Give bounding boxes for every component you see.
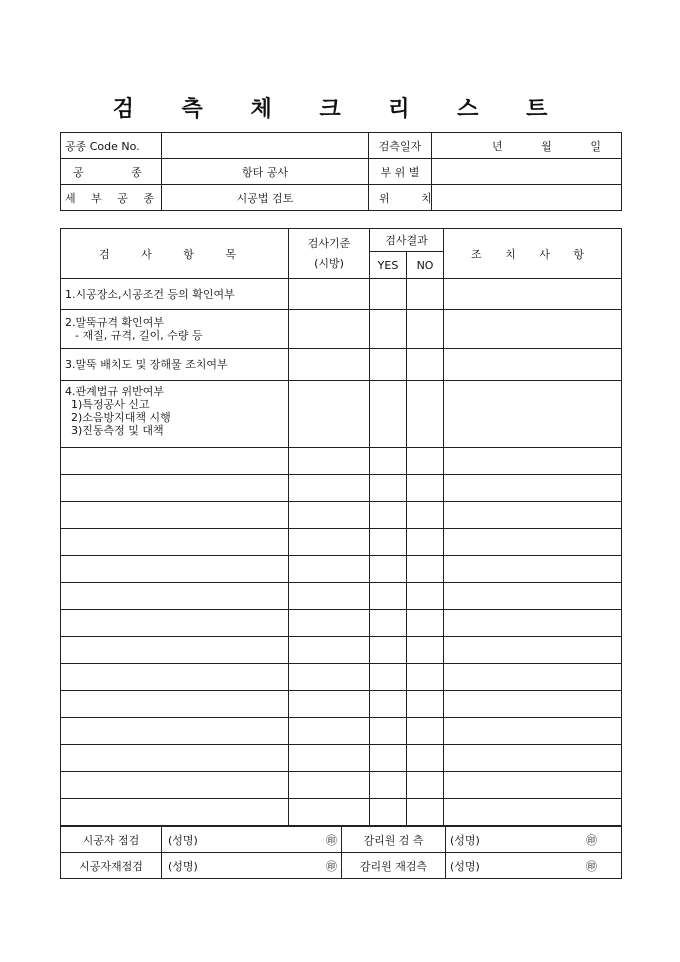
criteria-cell[interactable]	[289, 556, 370, 583]
empty-row	[61, 502, 622, 529]
check-item-line: 2.말뚝규격 확인여부	[65, 316, 164, 329]
yes-cell[interactable]	[370, 502, 407, 529]
yes-cell[interactable]	[370, 637, 407, 664]
action-cell[interactable]	[444, 279, 622, 310]
action-cell[interactable]	[444, 718, 622, 745]
empty-row	[61, 799, 622, 826]
no-cell[interactable]	[407, 664, 444, 691]
empty-row	[61, 691, 622, 718]
action-cell[interactable]	[444, 381, 622, 448]
name-hint: (성명)	[450, 833, 480, 847]
header-no: NO	[407, 252, 444, 279]
criteria-cell[interactable]	[289, 502, 370, 529]
criteria-cell[interactable]	[289, 799, 370, 826]
empty-row	[61, 718, 622, 745]
no-cell[interactable]	[407, 349, 444, 381]
code-label: 공종 Code No.	[61, 133, 162, 159]
empty-row	[61, 772, 622, 799]
location-value[interactable]	[432, 185, 622, 211]
no-cell[interactable]	[407, 279, 444, 310]
action-cell[interactable]	[444, 799, 622, 826]
contractor-recheck-label: 시공자재점검	[61, 853, 162, 879]
check-item[interactable]	[61, 583, 289, 610]
table-row	[61, 279, 622, 310]
action-cell[interactable]	[444, 475, 622, 502]
check-item-subline: 3)진동측정 및 대책	[71, 424, 164, 437]
criteria-cell[interactable]	[289, 310, 370, 349]
criteria-cell[interactable]	[289, 381, 370, 448]
supervisor-check-label: 감리원 검 측	[342, 827, 446, 853]
contractor-recheck-name[interactable]	[162, 853, 342, 879]
check-item	[61, 349, 289, 381]
yes-cell[interactable]	[370, 610, 407, 637]
no-cell[interactable]	[407, 718, 444, 745]
criteria-cell[interactable]	[289, 349, 370, 381]
no-cell[interactable]	[407, 556, 444, 583]
check-item-subline: - 재질, 규격, 길이, 수량 등	[75, 329, 203, 342]
work-value[interactable]: 항타 공사	[162, 159, 369, 185]
check-item[interactable]	[61, 529, 289, 556]
supervisor-recheck-label: 감리원 재검측	[342, 853, 446, 879]
criteria-cell[interactable]	[289, 475, 370, 502]
table-row	[61, 349, 622, 381]
action-cell[interactable]	[444, 664, 622, 691]
empty-row	[61, 637, 622, 664]
part-label: 부 위 별	[369, 159, 432, 185]
name-hint: (성명)	[168, 833, 198, 847]
check-item[interactable]	[61, 799, 289, 826]
check-item[interactable]	[61, 772, 289, 799]
date-day: 일	[590, 139, 601, 153]
date-value[interactable]	[432, 133, 622, 159]
check-item	[61, 381, 289, 448]
check-item	[61, 310, 289, 349]
action-cell[interactable]	[444, 529, 622, 556]
date-label: 검측일자	[369, 133, 432, 159]
supervisor-check-name[interactable]	[446, 827, 622, 853]
name-hint: (성명)	[450, 859, 480, 873]
criteria-cell[interactable]	[289, 718, 370, 745]
yes-cell[interactable]	[370, 310, 407, 349]
action-cell[interactable]	[444, 637, 622, 664]
work-label: 공 종	[61, 159, 162, 185]
criteria-cell[interactable]	[289, 772, 370, 799]
criteria-cell[interactable]	[289, 745, 370, 772]
check-item-subline: 2)소음방지대책 시행	[71, 411, 171, 424]
contractor-check-label: 시공자 점검	[61, 827, 162, 853]
no-cell[interactable]	[407, 745, 444, 772]
criteria-cell[interactable]	[289, 610, 370, 637]
detail-label: 세 부 공 종	[61, 185, 162, 211]
check-item-subline: 1)특정공사 신고	[71, 398, 150, 411]
signoff-table	[60, 826, 622, 879]
check-item-line: 3.말뚝 배치도 및 장해물 조치여부	[65, 358, 228, 371]
seal-mark: ㊞	[326, 859, 337, 873]
no-cell[interactable]	[407, 772, 444, 799]
header-items: 검 사 항 목	[61, 229, 289, 279]
yes-cell[interactable]	[370, 772, 407, 799]
header-criteria-line1: 검사기준	[307, 236, 351, 250]
table-row	[61, 381, 622, 448]
yes-cell[interactable]	[370, 718, 407, 745]
check-item[interactable]	[61, 502, 289, 529]
yes-cell[interactable]	[370, 529, 407, 556]
no-cell[interactable]	[407, 381, 444, 448]
page-title: 검 측 체 크 리 스 트	[112, 96, 568, 122]
check-item-line: 4.관계법규 위반여부	[65, 385, 164, 398]
info-table	[60, 132, 622, 211]
yes-cell[interactable]	[370, 745, 407, 772]
no-cell[interactable]	[407, 448, 444, 475]
checklist-table	[60, 228, 622, 826]
check-item[interactable]	[61, 745, 289, 772]
empty-row	[61, 610, 622, 637]
check-item	[61, 279, 289, 310]
action-cell[interactable]	[444, 772, 622, 799]
check-item[interactable]	[61, 475, 289, 502]
check-item[interactable]	[61, 448, 289, 475]
empty-row	[61, 664, 622, 691]
criteria-cell[interactable]	[289, 691, 370, 718]
action-cell[interactable]	[444, 691, 622, 718]
contractor-check-name[interactable]	[162, 827, 342, 853]
no-cell[interactable]	[407, 475, 444, 502]
no-cell[interactable]	[407, 637, 444, 664]
check-item[interactable]	[61, 556, 289, 583]
criteria-cell[interactable]	[289, 664, 370, 691]
action-cell[interactable]	[444, 583, 622, 610]
action-cell[interactable]	[444, 610, 622, 637]
yes-cell[interactable]	[370, 448, 407, 475]
criteria-cell[interactable]	[289, 279, 370, 310]
code-value[interactable]	[162, 133, 369, 159]
action-cell[interactable]	[444, 556, 622, 583]
no-cell[interactable]	[407, 691, 444, 718]
empty-row	[61, 475, 622, 502]
yes-cell[interactable]	[370, 799, 407, 826]
seal-mark: ㊞	[586, 859, 597, 873]
empty-row	[61, 745, 622, 772]
no-cell[interactable]	[407, 799, 444, 826]
date-month: 월	[541, 139, 552, 153]
supervisor-recheck-name[interactable]	[446, 853, 622, 879]
yes-cell[interactable]	[370, 475, 407, 502]
action-cell[interactable]	[444, 349, 622, 381]
no-cell[interactable]	[407, 583, 444, 610]
detail-value[interactable]: 시공법 검토	[162, 185, 369, 211]
no-cell[interactable]	[407, 502, 444, 529]
action-cell[interactable]	[444, 745, 622, 772]
no-cell[interactable]	[407, 529, 444, 556]
yes-cell[interactable]	[370, 583, 407, 610]
empty-row	[61, 448, 622, 475]
action-cell[interactable]	[444, 502, 622, 529]
yes-cell[interactable]	[370, 349, 407, 381]
header-criteria	[289, 229, 370, 279]
no-cell[interactable]	[407, 310, 444, 349]
yes-cell[interactable]	[370, 691, 407, 718]
yes-cell[interactable]	[370, 556, 407, 583]
name-hint: (성명)	[168, 859, 198, 873]
table-row	[61, 310, 622, 349]
action-cell[interactable]	[444, 310, 622, 349]
criteria-cell[interactable]	[289, 637, 370, 664]
check-item[interactable]	[61, 664, 289, 691]
yes-cell[interactable]	[370, 664, 407, 691]
action-cell[interactable]	[444, 448, 622, 475]
header-result: 검사결과	[370, 229, 444, 252]
check-item-line: 1.시공장소,시공조건 등의 확인여부	[65, 287, 235, 301]
criteria-cell[interactable]	[289, 583, 370, 610]
location-label: 위 치	[369, 185, 432, 211]
empty-row	[61, 556, 622, 583]
yes-cell[interactable]	[370, 279, 407, 310]
no-cell[interactable]	[407, 610, 444, 637]
seal-mark: ㊞	[326, 833, 337, 847]
header-yes: YES	[370, 252, 407, 279]
date-year: 년	[492, 139, 503, 153]
yes-cell[interactable]	[370, 381, 407, 448]
header-action: 조 치 사 항	[444, 229, 622, 279]
empty-row	[61, 583, 622, 610]
criteria-cell[interactable]	[289, 529, 370, 556]
criteria-cell[interactable]	[289, 448, 370, 475]
empty-row	[61, 529, 622, 556]
check-item[interactable]	[61, 637, 289, 664]
check-item[interactable]	[61, 718, 289, 745]
check-item[interactable]	[61, 691, 289, 718]
part-value[interactable]	[432, 159, 622, 185]
check-item[interactable]	[61, 610, 289, 637]
header-criteria-line2: (시방)	[314, 256, 344, 270]
seal-mark: ㊞	[586, 833, 597, 847]
